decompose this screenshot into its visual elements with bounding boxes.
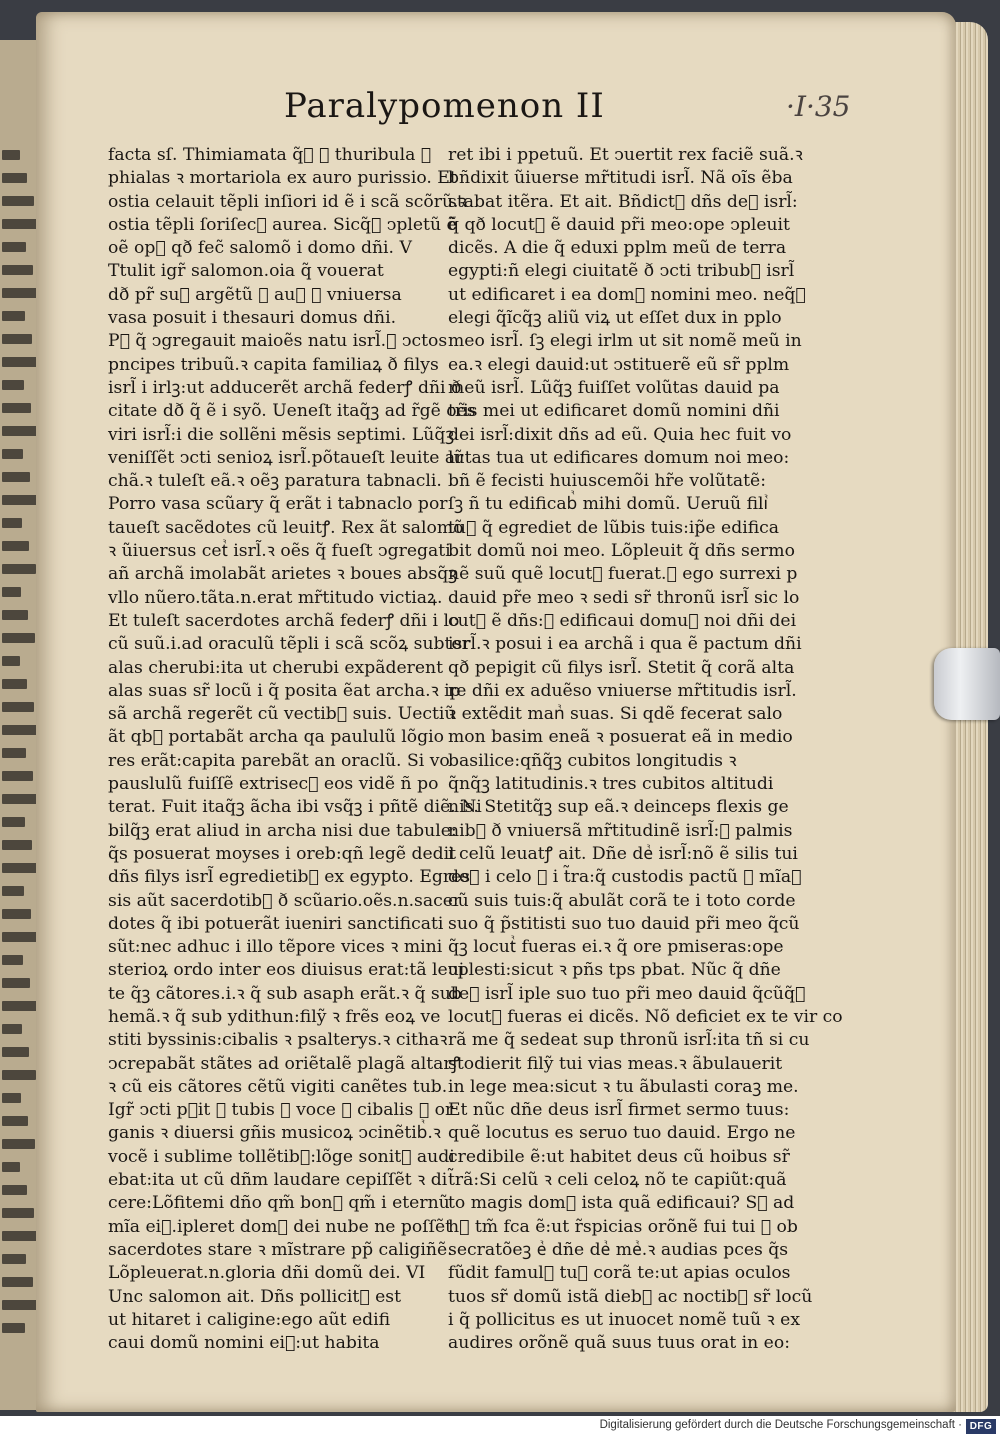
text-line: isrl̃ i irlꝫ:ut adducerẽt archã federꝭ dñi ð xyxy=(108,377,462,398)
facing-page-text-fragment xyxy=(2,564,36,574)
facing-page-text-fragment xyxy=(2,1277,33,1287)
facing-page-text-fragment xyxy=(2,886,24,896)
facing-page-text-fragment xyxy=(2,1323,25,1333)
text-line: cũ suũ.i.ad oraculũ tẽpli i scã scõꝝ subter xyxy=(108,634,470,655)
facing-page-text-fragment xyxy=(2,656,20,666)
text-line: mon basim eneã ꝛ posuerat eã in medio xyxy=(448,727,793,748)
facing-page-text-fragment xyxy=(2,909,31,919)
text-line: suo q̃ p̃stitisti suo tuo dauid pr̃i meo q̃cũ xyxy=(448,913,800,934)
text-line: Unc salomon ait. Dñs pollicitᷣ est xyxy=(108,1286,401,1307)
text-line: ostia tẽpli ſoriſecᷣ aurea. Sicq̃ꝫ ↄpletũ ẽ xyxy=(108,214,457,235)
text-line: añ archã imolabãt arietes ꝛ boues absq̃ꝫ xyxy=(108,564,457,585)
facing-page-text-fragment xyxy=(2,1162,20,1172)
facing-page-text-fragment xyxy=(2,1070,36,1080)
text-line: ut edificaret i ea domᷣ nomini meo. neq̃ꝫ xyxy=(448,284,806,305)
facing-page-text-fragment xyxy=(2,932,38,942)
text-line: deᷣ i celo ꝛ i t̃ra:q̃ custodis pactũ ꝛ mĩaꝫ xyxy=(448,867,802,888)
text-line: lũtas tua ut edificares domum noi meo: xyxy=(448,447,790,468)
text-line: phialas ꝛ mortariola ex auro purissio. Et xyxy=(108,168,457,189)
footer-bar xyxy=(0,1416,1000,1438)
facing-page-text-fragment xyxy=(2,472,30,482)
facing-page-text-fragment xyxy=(2,380,24,390)
text-line: citate dð q̃ ẽ i syõ. Ueneſt itaq̃ꝫ ad r̃gẽ oẽs xyxy=(108,401,476,422)
text-line: Ttulit igr̃ salomon.oia q̃ vouerat xyxy=(108,261,384,282)
text-line: i q̃ pollicitus es ut inuocet nomẽ tuũ ꝛ ex xyxy=(448,1309,801,1330)
text-line: stodierit filỹ tui vias meas.ꝛ ãbulauerit xyxy=(448,1053,783,1074)
book-clip xyxy=(934,648,1000,720)
text-line: ↄcrepabãt stãtes ad oriẽtalẽ plagã altarꝭ xyxy=(108,1053,460,1074)
facing-page-text-fragment xyxy=(2,357,39,367)
text-line: ret ibi i ppetuũ. Et ↄuertit rex faciẽ suã.ꝛ xyxy=(448,145,803,165)
text-line: elegi q̃ĩcq̃ꝫ aliũ viꝝ ut eſſet dux in pplo xyxy=(448,308,782,329)
text-line: basilice:qñq̃ꝫ cubitos longitudis ꝛ xyxy=(448,750,737,771)
text-line: te q̃ꝫ cãtores.i.ꝛ q̃ sub asaph erãt.ꝛ q̃ sub xyxy=(108,983,462,1004)
text-line: to magis domᷣ ista quã edificaui? Sꝫ ad xyxy=(448,1193,795,1214)
text-line: audires orõnẽ quã suus tuus orat in eo: xyxy=(448,1333,790,1354)
facing-page-text-fragment xyxy=(2,518,22,528)
text-line: stiti byssinis:cibalis ꝛ psalterys.ꝛ cithaꝛ xyxy=(108,1030,448,1051)
dfg-logo: DFG xyxy=(966,1419,996,1434)
facing-page-text-fragment xyxy=(2,771,33,781)
text-line: sũt:nec adhuc i illo tẽpore vices ꝛ mini xyxy=(108,937,443,958)
text-line: pauslulũ fuiſſẽ extrisecᷣ eos vidẽ ñ po xyxy=(108,774,439,795)
facing-page-text-fragment xyxy=(2,863,39,873)
facing-page-text-fragment xyxy=(2,587,21,597)
text-line: ea.ꝛ elegi dauid:ut ↄstituerẽ eũ sr̃ pplm xyxy=(448,354,790,375)
text-line: sis aũt sacerdotibᷣ ð scũario.oẽs.n.sacer xyxy=(108,890,462,911)
text-line: ut hitaret i caligine:ego aũt edifi xyxy=(108,1309,391,1330)
text-line: Et tuleſt sacerdotes archã federꝭ dñi i lo xyxy=(108,610,460,631)
text-line: cutᷣ ẽ dñs:ꝛ edificaui domuꝫ noi dñi dei xyxy=(448,610,797,631)
text-line: dotes q̃ ibi potuerãt iueniri sanctificati xyxy=(108,913,444,934)
text-line: oẽ opᷣ qð fec̃ salomõ i domo dñi. V xyxy=(108,238,412,259)
text-line: ostia celauit tẽpli inſiori id ẽ i scã scõrũ.ꝛ xyxy=(108,191,467,212)
facing-page-text-fragment xyxy=(2,1047,29,1057)
text-line: q̃ qð locutᷣ ẽ dauid pr̃i meo:ope ↄpleuit xyxy=(448,214,790,235)
facing-page-text-fragment xyxy=(2,955,23,965)
facing-page-text-fragment xyxy=(2,817,25,827)
text-line: hemã.ꝛ q̃ sub ydithun:filỹ ꝛ frẽs eoꝝ ve xyxy=(108,1006,441,1027)
facing-page-text-fragment xyxy=(2,1139,35,1149)
text-line: bñdixit ũiuerse mr̃titudi isrl̃. Nã oĩs ẽba xyxy=(448,168,793,189)
text-line: caui domũ nomini eiᷣ:ut habita xyxy=(108,1333,380,1354)
text-line: meo isrl̃. ſꝫ elegi irlm ut sit nomẽ meũ in xyxy=(448,331,802,352)
facing-page-text-fragment xyxy=(2,426,38,436)
text-line: re dñi ex aduẽso vniuerse mr̃titudis isrl̃. xyxy=(448,680,797,701)
text-line: egypti:ñ elegi ciuitatẽ ð ↄcti tribubᷣ isrl̃ xyxy=(448,261,795,282)
text-line: isrl̃.ꝛ posui i ea archã i qua ẽ pactum dñi xyxy=(448,634,802,655)
text-line: Igr̃ ↄcti pᷣit ꝛ tubis ꝛ voce ꝛ cibalis ꝛ or xyxy=(108,1100,454,1121)
text-line: fũdit famulᷣ tuᷣ corã te:ut apias oculos xyxy=(448,1263,791,1284)
facing-page-text-fragment xyxy=(2,679,27,689)
text-line: stabat itẽra. Et ait. Bñdictᷣ dñs deᷣ isrl̃: xyxy=(448,191,798,212)
text-column-right xyxy=(448,144,843,1355)
facing-page-text-fragment xyxy=(2,1208,34,1218)
text-line: dñs filys isrl̃ egredietibᷣ ex egypto. Egres xyxy=(108,867,471,888)
text-line: chã.ꝛ tuleſt eã.ꝛ oẽꝫ paratura tabnacli. xyxy=(108,471,442,492)
text-line: dei isrl̃:dixit dñs ad eũ. Quia hec fuit vo xyxy=(448,424,792,445)
facing-page-text-fragment xyxy=(2,610,28,620)
facing-page-text-fragment xyxy=(2,495,37,505)
text-line: ↄplesti:sicut ꝛ pñs tps pbat. Nũc q̃ dñe xyxy=(448,960,781,981)
facing-page-text-fragment xyxy=(2,1116,28,1126)
facing-page-text-fragment xyxy=(2,1185,27,1195)
text-line: sacerdotes stare ꝛ mĩstrare pp̃ caligiñẽ. xyxy=(108,1239,453,1260)
facing-page-text-fragment xyxy=(2,1001,37,1011)
facing-page-text-fragment xyxy=(2,449,23,459)
text-line: meũ isrl̃. Lũq̃ꝫ fuiſſet volũtas dauid pa xyxy=(448,377,780,398)
funding-credit: Digitalisierung gefördert durch die Deutsche Forschungsgemeinschaft · xyxy=(599,1419,962,1431)
facing-page-text-fragment xyxy=(2,840,32,850)
text-line: ꝛ cũ eis cãtores cẽtũ vigiti canẽtes tub. xyxy=(108,1076,448,1097)
facing-page-text-fragment xyxy=(2,196,34,206)
text-line: tris mei ut edificaret domũ nomini dñi xyxy=(448,401,780,422)
text-line: sterioꝝ ordo inter eos diuisus erat:tã leui xyxy=(108,960,465,981)
text-line: Pᷣ q̃ ↄgregauit maioẽs natu isrl̃.ꝛ ↄctos xyxy=(108,331,448,352)
text-line: tuos sr̃ domũ istã diebᷣ ac noctibᷣ sr̃ locũ xyxy=(448,1286,813,1307)
facing-page-text-fragment xyxy=(2,1254,26,1264)
facing-page-text-fragment xyxy=(2,173,27,183)
text-line: dicẽs. A die q̃ eduxi pplm meũ de terra xyxy=(448,238,787,259)
text-line: Et nũc dñe deus isrl̃ firmet sermo tuus: xyxy=(448,1100,790,1121)
text-line: bilq̃ꝫ erat aliud in archa nisi due tabule: xyxy=(108,820,457,841)
facing-page-text-fragment xyxy=(2,288,40,298)
text-line: bit domũ noi meo. Lõpleuit q̃ dñs sermo xyxy=(448,541,795,562)
facing-page-text-fragment xyxy=(2,748,26,758)
text-line: tuᷣ q̃ egrediet de lũbis tuis:ip̃e edifica xyxy=(448,517,780,538)
text-line: bñ ẽ fecisti huiuscemõi hr̃e volũtatẽ: xyxy=(448,471,767,492)
text-line: terat. Fuit itaq̃ꝫ ãcha ibi vsq̃ꝫ i pñtẽ diẽ. Ni xyxy=(108,797,482,818)
text-line: secratõeꝫ eᷣ dñe deᷣ meᷣ.ꝛ audias pces q̃s xyxy=(448,1239,789,1260)
text-line: cũ suis tuis:q̃ abulãt corã te i toto corde xyxy=(448,890,796,911)
text-line: q̃ꝫ locutᷣ fueras ei.ꝛ q̃ ore pmiseras:ope xyxy=(448,937,784,958)
text-line: veniſſẽt ↄcti senioꝝ isrl̃.põtaueſt leuite ar xyxy=(108,447,464,468)
text-line: Porro vasa scũary q̃ erãt i tabnaclo por xyxy=(108,494,448,515)
facing-page-text-fragment xyxy=(2,1024,22,1034)
text-line: credibile ẽ:ut habitet deus cũ hoibus sr̃ xyxy=(448,1146,790,1167)
text-line: hᷣ tm̃ fca ẽ:ut r̃spicias orõnẽ fui tui ꝛ ob xyxy=(448,1216,798,1237)
facing-page-text-fragment xyxy=(2,311,25,321)
facing-page-text-fragment xyxy=(2,242,26,252)
facing-page-text-fragment xyxy=(2,633,35,643)
text-column-left xyxy=(108,144,482,1355)
text-line: vasa posuit i thesauri domus dñi. xyxy=(108,308,397,329)
facing-page-text-fragment xyxy=(2,702,34,712)
text-line: ꝛ ũiuersus cetᷣ isrl̃.ꝛ oẽs q̃ fueſt ↄgregati xyxy=(108,541,451,562)
folio-number: ·I·35 xyxy=(786,90,851,123)
text-line: dauid pr̃e meo ꝛ sedi sr̃ thronũ isrl̃ sic lo xyxy=(448,587,800,608)
facing-page-text-fragment xyxy=(2,150,20,160)
text-line: ãt qbᷣ portabãt archa qa paululũ lõgio xyxy=(108,727,444,748)
text-line: i celũ leuatꝭ ait. Dñe deᷣ isrl̃:nõ ẽ silis tui xyxy=(448,843,798,864)
text-line: q̃s posuerat moyses i oreb:qñ legẽ dedit xyxy=(108,843,457,864)
text-line: sã archã regerẽt cũ vectibᷣ suis. Uectiũ xyxy=(108,704,456,725)
text-line: vocẽ i sublime tollẽtibᷣ:lõge sonitᷣ audi xyxy=(108,1146,455,1167)
text-line: vllo nũero.tãta.n.erat mr̃titudo victiaꝝ. xyxy=(108,587,443,608)
text-line: nibᷣ ð vniuersã mr̃titudinẽ isrl̃:ꝛ palmis xyxy=(448,820,793,841)
text-line: q̃nq̃ꝫ latitudinis.ꝛ tres cubitos altitudi xyxy=(448,774,774,795)
facing-page-text-fragment xyxy=(2,1093,21,1103)
text-line: in lege mea:sicut ꝛ tu ãbulasti coraꝫ me. xyxy=(448,1076,799,1097)
text-line: deᷣ isrl̃ iple suo tuo pr̃i meo dauid q̃cũq̃ꝫ xyxy=(448,983,806,1004)
text-line: cere:Lõfitemi dño qm̃ bonᷣ qm̃ i eternũ xyxy=(108,1193,450,1214)
facing-page-text-fragment xyxy=(2,403,31,413)
text-line: locutᷣ fueras ei dicẽs. Nõ deficiet ex te vir co xyxy=(448,1006,843,1027)
facing-page-text-fragment xyxy=(2,1300,40,1310)
facing-page-text-fragment xyxy=(2,541,29,551)
text-line: ſꝫ ñ tu edificabᷣ mihi domũ. Ueruũ filiᷣ xyxy=(448,494,768,515)
text-line: ꝛ extẽdit manᷣ suas. Si qdẽ fecerat salo xyxy=(448,704,783,725)
text-line: viri isrl̃:i die sollẽni mẽsis septimi. Lũq̃ꝫ xyxy=(108,424,455,445)
text-line: mĩa eiᷣ.ipleret domᷣ dei nube ne poſſẽt xyxy=(108,1216,453,1237)
facing-page-text-fragment xyxy=(2,265,33,275)
text-line: ebat:ita ut cũ dñm laudare cepiſſẽt ꝛ di xyxy=(108,1170,448,1191)
text-line: t̃rã:Si celũ ꝛ celi celoꝝ nõ te capiũt:quã xyxy=(448,1170,787,1191)
text-line: alas cherubi:ita ut cherubi expãderent xyxy=(108,657,444,678)
text-line: nẽ suũ quẽ locutᷣ fuerat.ꝛ ego surrexi p xyxy=(448,564,798,585)
facing-page-text-fragment xyxy=(2,334,32,344)
text-line: Lõpleuerat.n.gloria dñi domũ dei. VI xyxy=(108,1263,426,1284)
text-line: res erãt:capita parebãt an oraclũ. Si vo xyxy=(108,750,450,771)
text-line: taueſt sacẽdotes cũ leuitꝭ. Rex ãt salomõ xyxy=(108,517,464,538)
text-line: nis. Stetitq̃ꝫ sup eã.ꝛ deinceps flexis ge xyxy=(448,797,789,818)
facing-page-text-fragment xyxy=(2,794,40,804)
text-line: alas suas sr̃ locũ i q̃ posita ẽat archa.ꝛ ip xyxy=(108,680,461,701)
text-line: facta sſ. Thimiamata q̃ᷣ ꝛ thuribula ꝛ xyxy=(108,145,432,165)
text-line: ganis ꝛ diuersi gñis musicoꝝ ↄcinẽtibᷣ.ꝛ xyxy=(108,1123,441,1144)
text-line: dð pr̃ suᷣ argẽtũ ꝛ auꝝ ꝛ vniuersa xyxy=(108,284,402,305)
text-line: pncipes tribuũ.ꝛ capita familiaꝝ ð filys xyxy=(108,354,439,375)
text-line: rã me q̃ sedeat sup thronũ isrl̃:ita tñ si cu xyxy=(448,1030,810,1051)
text-line: quẽ locutus es seruo tuo dauid. Ergo ne xyxy=(448,1123,796,1144)
facing-page-text-fragment xyxy=(2,978,30,988)
running-header: Paralypomenon II xyxy=(284,86,605,126)
text-line: qð pepigit cũ filys isrl̃. Stetit q̃ corã alta xyxy=(448,657,795,678)
